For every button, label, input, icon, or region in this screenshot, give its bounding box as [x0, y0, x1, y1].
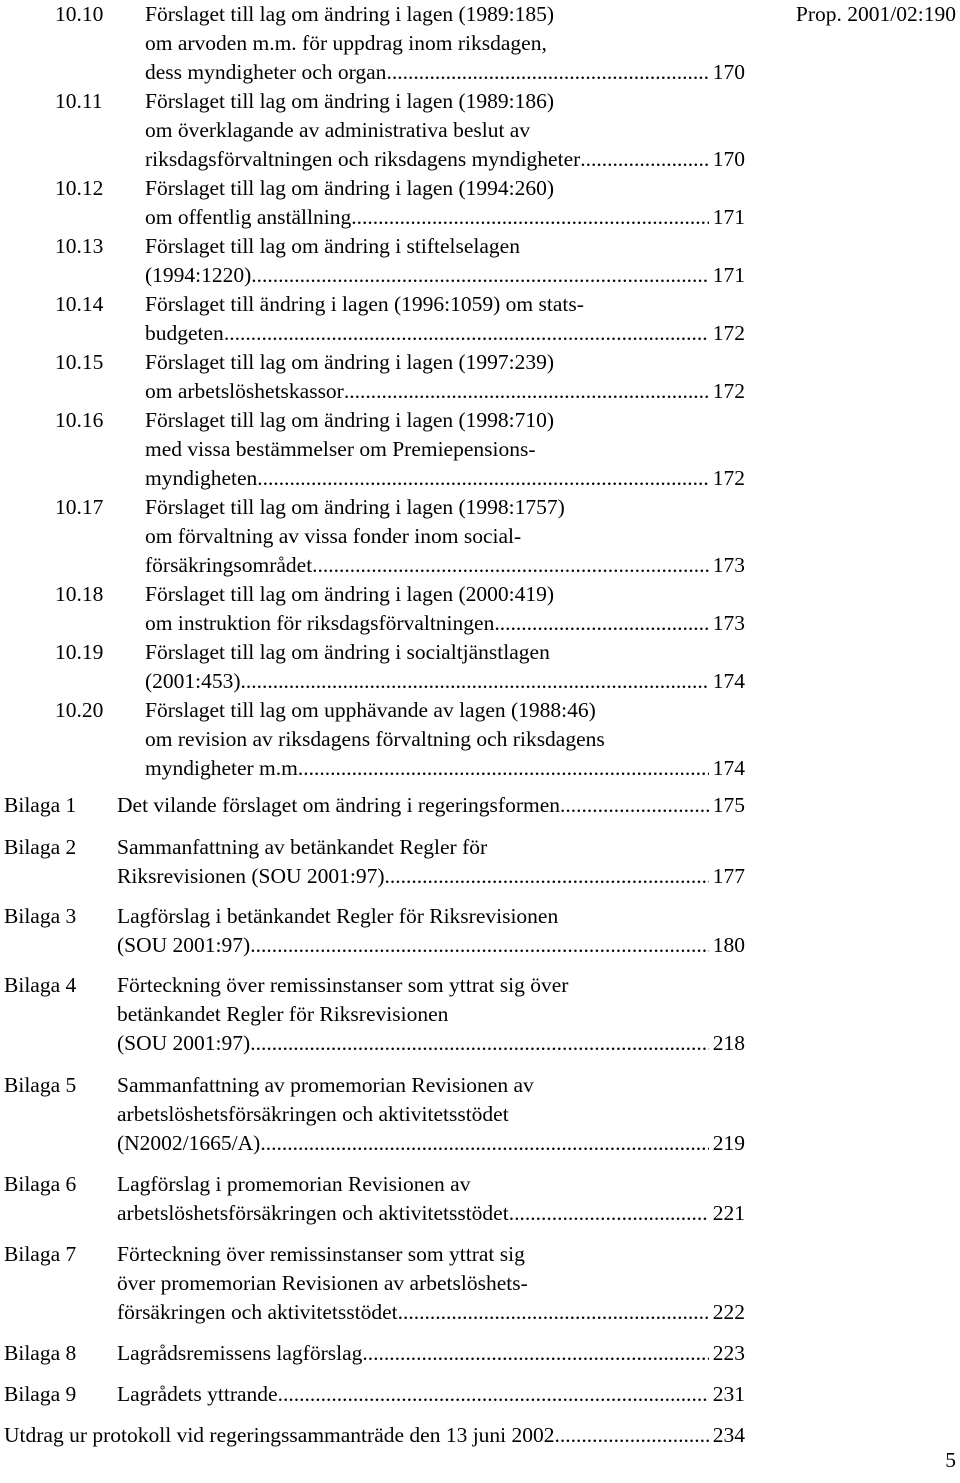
- entry-page-number: 223: [712, 1341, 745, 1365]
- entry-number: 10.13: [55, 234, 104, 258]
- leader-dots: [385, 862, 709, 891]
- entry-title-line: Lagförslag i betänkandet Regler för Riksrevisionen: [117, 904, 559, 928]
- entry-title-line: Förslaget till lag om ändring i lagen (2000:419): [145, 582, 555, 606]
- entry-number: 10.20: [55, 698, 104, 722]
- leader-dots: [257, 464, 708, 493]
- leader-dots: [386, 58, 708, 87]
- entry-number: 10.19: [55, 640, 104, 664]
- entry-title-line: Förslaget till lag om ändring i lagen (1989:185): [145, 2, 555, 26]
- entry-title-line: försäkringen och aktivitetsstödet: [117, 1300, 398, 1324]
- entry-page-number: 177: [712, 864, 745, 888]
- entry-page-number: 175: [712, 793, 745, 817]
- entry-title-line: Förslaget till lag om ändring i socialtjänstlagen: [145, 640, 550, 664]
- entry-page-number: 170: [712, 147, 745, 171]
- entry-number: Bilaga 9: [4, 1382, 77, 1406]
- entry-page-number: 170: [712, 60, 745, 84]
- leader-dots: [250, 931, 709, 960]
- leader-dots: [303, 754, 709, 783]
- entry-title-line: Lagrådsremissens lagförslag: [117, 1341, 363, 1365]
- entry-title-line: över promemorian Revisionen av arbetslöshets-: [117, 1271, 528, 1295]
- entry-page-number: 173: [712, 553, 745, 577]
- toc-entry-section[interactable]: [55, 406, 745, 493]
- entry-title-line: försäkringsområdet: [145, 553, 313, 577]
- entry-page-number: 218: [712, 1031, 745, 1055]
- entry-title-line: Lagrådets yttrande: [117, 1382, 278, 1406]
- toc-entry-utdrag[interactable]: [4, 1421, 745, 1450]
- toc-entry-bilaga[interactable]: [4, 1380, 745, 1409]
- entry-title-line: Förteckning över remissinstanser som yttrat sig över: [117, 973, 569, 997]
- entry-title-line: (1994:1220): [145, 263, 252, 287]
- entry-title-line: (2001:453): [145, 669, 241, 693]
- entry-number: 10.18: [55, 582, 104, 606]
- entry-page-number: 231: [712, 1382, 745, 1406]
- entry-page-number: 171: [712, 263, 745, 287]
- entry-title-line: med vissa bestämmelser om Premiepensions-: [145, 437, 536, 461]
- entry-title-line: om arvoden m.m. för uppdrag inom riksdagen,: [145, 31, 547, 55]
- entry-number: Bilaga 4: [4, 973, 77, 997]
- entry-page-number: 172: [712, 321, 745, 345]
- entry-title-line: Riksrevisionen (SOU 2001:97): [117, 864, 385, 888]
- entry-title-line: Förslaget till ändring i lagen (1996:1059) om stats-: [145, 292, 584, 316]
- toc-entry-bilaga[interactable]: [4, 833, 745, 891]
- leader-dots: [580, 145, 708, 174]
- entry-number: Bilaga 7: [4, 1242, 77, 1266]
- entry-title-line: om förvaltning av vissa fonder inom social-: [145, 524, 522, 548]
- entry-number: Bilaga 6: [4, 1172, 77, 1196]
- entry-title: Utdrag ur protokoll vid regeringssammanträde den 13 juni 2002: [4, 1423, 555, 1447]
- entry-title-line: om revision av riksdagens förvaltning och riksdagens: [145, 727, 605, 751]
- entry-title-line: arbetslöshetsförsäkringen och aktivitetsstödet: [117, 1102, 509, 1126]
- entry-title-line: (N2002/1665/A): [117, 1131, 261, 1155]
- entry-number: 10.15: [55, 350, 104, 374]
- toc-entry-section[interactable]: [55, 174, 745, 232]
- toc-entry-bilaga[interactable]: [4, 1071, 745, 1158]
- toc-entry-bilaga[interactable]: [4, 902, 745, 960]
- entry-page-number: 234: [712, 1423, 745, 1447]
- entry-page-number: 221: [712, 1201, 745, 1225]
- toc-entry-bilaga[interactable]: [4, 1170, 745, 1228]
- entry-title-line: Förslaget till lag om ändring i lagen (1997:239): [145, 350, 555, 374]
- leader-dots: [351, 203, 709, 232]
- entry-number: 10.10: [55, 2, 104, 26]
- entry-page-number: 174: [712, 669, 745, 693]
- entry-page-number: 222: [712, 1300, 745, 1324]
- leader-dots: [494, 609, 708, 638]
- entry-title-line: Lagförslag i promemorian Revisionen av: [117, 1172, 471, 1196]
- toc-entry-bilaga[interactable]: [4, 1240, 745, 1327]
- leader-dots: [344, 377, 709, 406]
- entry-title-line: Förslaget till lag om ändring i lagen (1994:260): [145, 176, 555, 200]
- entry-title-line: Förslaget till lag om upphävande av lagen (1988:46): [145, 698, 596, 722]
- leader-dots: [260, 1129, 708, 1158]
- entry-number: Bilaga 1: [4, 793, 77, 817]
- entry-title-line: (SOU 2001:97): [117, 1031, 251, 1055]
- entry-title-line: Förslaget till lag om ändring i lagen (1998:1757): [145, 495, 565, 519]
- entry-number: 10.16: [55, 408, 104, 432]
- entry-page-number: 174: [712, 756, 745, 780]
- entry-page-number: 173: [712, 611, 745, 635]
- entry-title-line: (SOU 2001:97): [117, 933, 251, 957]
- entry-title-line: om offentlig anställning: [145, 205, 352, 229]
- entry-page-number: 180: [712, 933, 745, 957]
- entry-title-line: Förslaget till lag om ändring i lagen (1998:710): [145, 408, 555, 432]
- toc-entry-bilaga[interactable]: [4, 971, 745, 1058]
- entry-page-number: 172: [712, 466, 745, 490]
- leader-dots: [251, 261, 708, 290]
- leader-dots: [509, 1199, 709, 1228]
- entry-title-line: budgeten: [145, 321, 224, 345]
- entry-title-line: betänkandet Regler för Riksrevisionen: [117, 1002, 449, 1026]
- entry-page-number: 171: [712, 205, 745, 229]
- entry-number: Bilaga 8: [4, 1341, 77, 1365]
- entry-title-line: myndigheter m.m.: [145, 756, 304, 780]
- entry-title-line: Sammanfattning av promemorian Revisionen av: [117, 1073, 534, 1097]
- leader-dots: [224, 319, 709, 348]
- toc-entry-bilaga[interactable]: [4, 791, 745, 820]
- leader-dots: [241, 667, 709, 696]
- page-number: 5: [945, 1448, 956, 1472]
- entry-title-line: riksdagsförvaltningen och riksdagens myndigheter: [145, 147, 581, 171]
- entry-number: 10.12: [55, 176, 104, 200]
- entry-number: 10.17: [55, 495, 104, 519]
- entry-page-number: 172: [712, 379, 745, 403]
- leader-dots: [560, 791, 709, 820]
- entry-title-line: Sammanfattning av betänkandet Regler för: [117, 835, 488, 859]
- leader-dots: [555, 1421, 709, 1450]
- toc-entry-bilaga[interactable]: [4, 1339, 745, 1368]
- entry-number: Bilaga 3: [4, 904, 77, 928]
- toc-entry-section[interactable]: [55, 696, 745, 783]
- toc-entry-section[interactable]: [55, 290, 745, 348]
- entry-number: 10.14: [55, 292, 104, 316]
- entry-title-line: Förslaget till lag om ändring i lagen (1989:186): [145, 89, 555, 113]
- entry-title-line: om instruktion för riksdagsförvaltningen: [145, 611, 495, 635]
- toc-entry-section[interactable]: [55, 493, 745, 580]
- toc-entry-section[interactable]: [55, 638, 745, 696]
- entry-title-line: om arbetslöshetskassor: [145, 379, 344, 403]
- entry-title-line: Det vilande förslaget om ändring i regeringsformen: [117, 793, 560, 817]
- toc-entry-section[interactable]: [55, 348, 745, 406]
- entry-page-number: 219: [712, 1131, 745, 1155]
- entry-title-line: om överklagande av administrativa beslut av: [145, 118, 531, 142]
- leader-dots: [362, 1339, 708, 1368]
- leader-dots: [278, 1380, 709, 1409]
- entry-title-line: Förteckning över remissinstanser som yttrat sig: [117, 1242, 525, 1266]
- entry-title-line: arbetslöshetsförsäkringen och aktivitetsstödet: [117, 1201, 509, 1225]
- leader-dots: [250, 1029, 709, 1058]
- toc-entry-section[interactable]: [55, 0, 745, 87]
- entry-number: 10.11: [55, 89, 103, 113]
- entry-number: Bilaga 2: [4, 835, 77, 859]
- entry-title-line: dess myndigheter och organ: [145, 60, 387, 84]
- toc-entry-section[interactable]: [55, 580, 745, 638]
- document-header: Prop. 2001/02:190: [795, 2, 956, 26]
- toc-entry-section[interactable]: [55, 232, 745, 290]
- entry-number: Bilaga 5: [4, 1073, 77, 1097]
- leader-dots: [398, 1298, 709, 1327]
- leader-dots: [312, 551, 709, 580]
- toc-entry-section[interactable]: [55, 87, 745, 174]
- entry-title-line: myndigheten: [145, 466, 258, 490]
- entry-title-line: Förslaget till lag om ändring i stiftelselagen: [145, 234, 520, 258]
